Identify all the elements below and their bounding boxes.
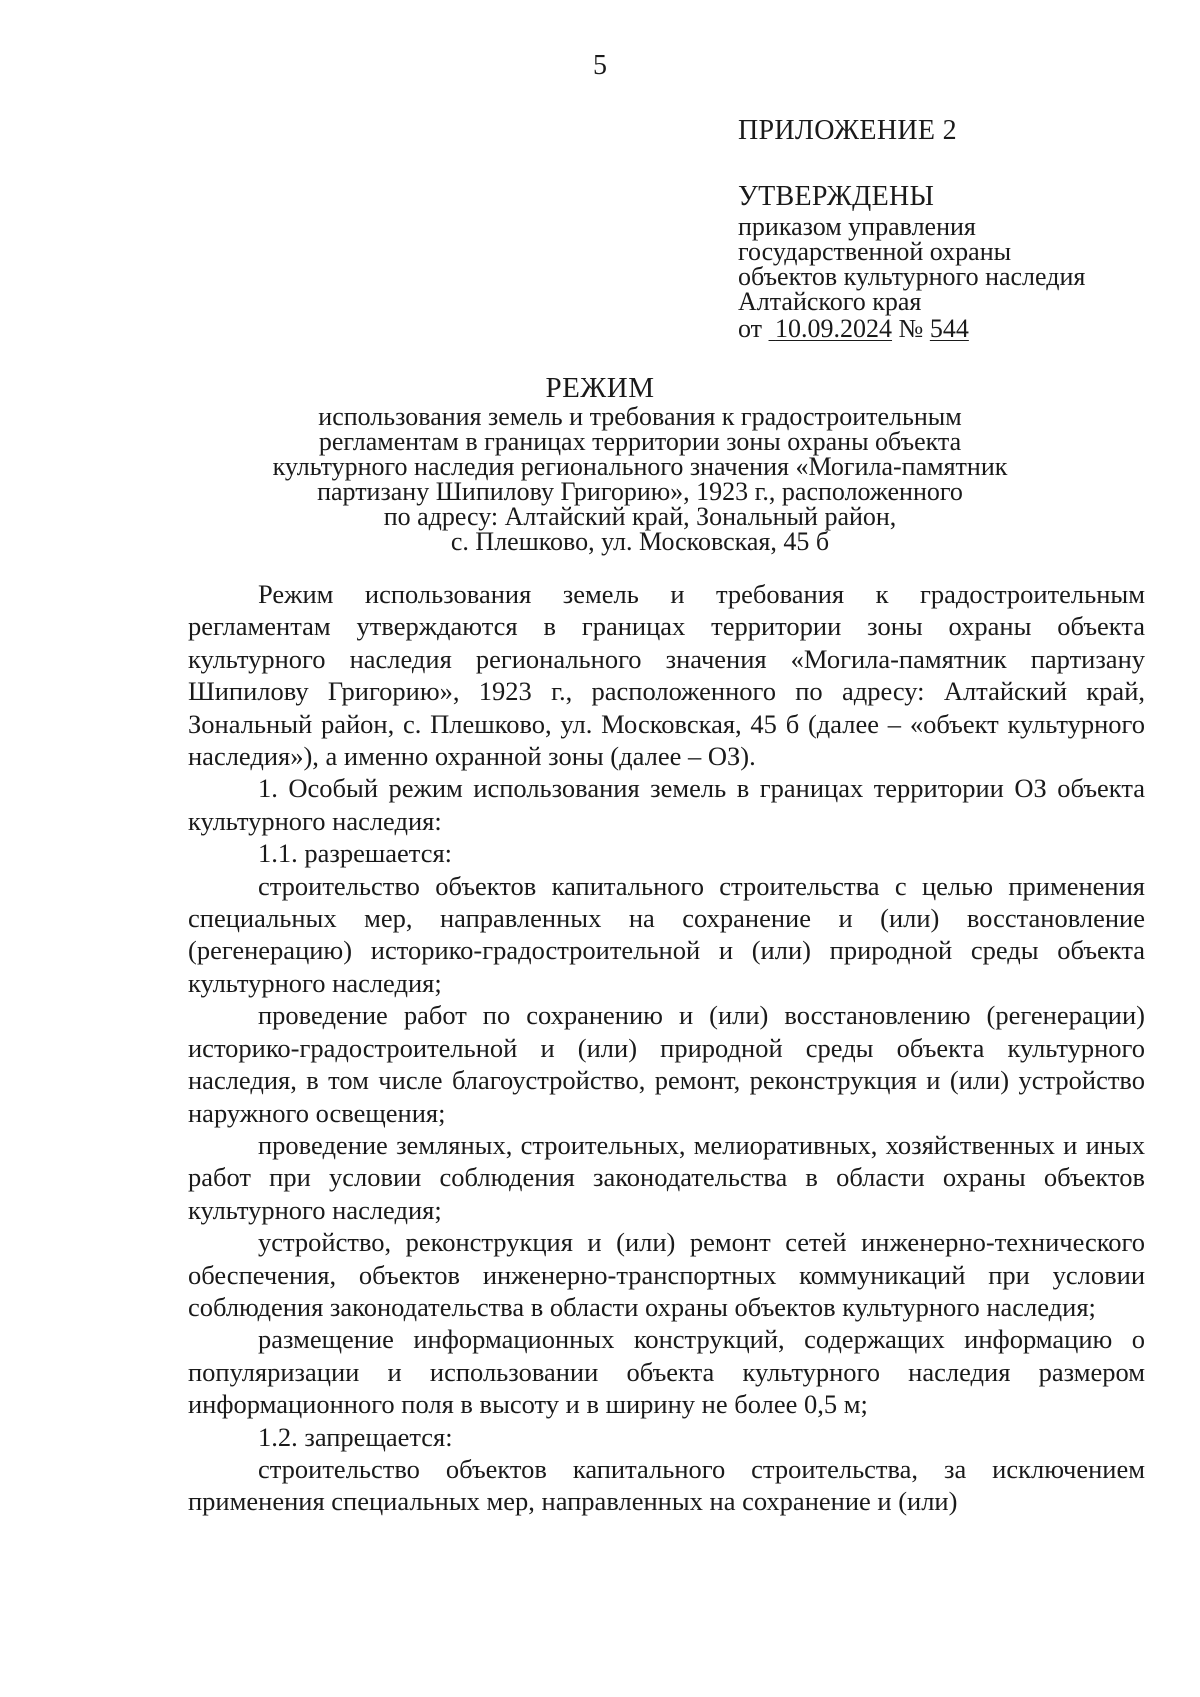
subtitle-line: регламентам в границах территории зоны охраны объекта bbox=[318, 427, 962, 456]
appendix-heading: ПРИЛОЖЕНИЕ 2 bbox=[738, 115, 957, 146]
subtitle-line: использования земель и требования к градостроительным bbox=[318, 402, 962, 431]
section-1-heading: 1. Особый режим использования земель в границах территории ОЗ объекта культурного наследия: bbox=[188, 773, 1145, 836]
subsection-1-1-heading: 1.1. разрешается: bbox=[258, 838, 453, 869]
document-body bbox=[188, 578, 1145, 1518]
intro-paragraph: Режим использования земель и требования к градостроительным регламентам утверждаются в границах территории зоны охраны объекта культурного наследия регионального значения «Могила-памятник партизану Шипилову Григорию», 1923 г., расположенного по адресу: Алтайский край, Зональный район, с. Плешково, ул. Московская, 45 б (далее – «объект культурного наследия»), а именно охранной зоны (далее – ОЗ). bbox=[188, 579, 1145, 772]
allowed-item: проведение работ по сохранению и (или) восстановлению (регенерации) историко-градостроительной и (или) природной среды объекта культурного наследия, в том числе благоустройство, ремонт, реконструкция и (или) устройство наружного освещения; bbox=[188, 1000, 1145, 1128]
allowed-item: размещение информационных конструкций, содержащих информацию о популяризации и использовании объекта культурного наследия размером информационного поля в высоту и в ширину не более 0,5 м; bbox=[188, 1324, 1145, 1420]
approval-date-line bbox=[738, 314, 1178, 344]
prohibited-item: строительство объектов капитального строительства, за исключением применения специальных мер, направленных на сохранение и (или) bbox=[188, 1453, 1145, 1517]
order-date: 10.09.2024 bbox=[775, 314, 893, 343]
subtitle-line: культурного наследия регионального значения «Могила-памятник bbox=[272, 452, 1008, 481]
page-number: 5 bbox=[593, 50, 607, 81]
subtitle-line: с. Плешково, ул. Московская, 45 б bbox=[450, 527, 830, 556]
subtitle-line: партизану Шипилову Григорию», 1923 г., расположенного bbox=[317, 477, 963, 506]
document-subtitle bbox=[190, 404, 1090, 554]
order-number: 544 bbox=[929, 314, 969, 343]
approval-line: объектов культурного наследия bbox=[738, 262, 1086, 291]
approval-title: УТВЕРЖДЕНЫ bbox=[738, 181, 935, 212]
subtitle-line: по адресу: Алтайский край, Зональный район, bbox=[383, 502, 897, 531]
approval-line: приказом управления bbox=[738, 212, 976, 241]
date-prefix: от bbox=[738, 314, 763, 343]
allowed-item: устройство, реконструкция и (или) ремонт сетей инженерно-технического обеспечения, объектов инженерно-транспортных коммуникаций при условии соблюдения законодательства в области охраны объектов культурного наследия; bbox=[188, 1227, 1145, 1322]
approval-block bbox=[738, 180, 1178, 344]
approval-line: государственной охраны bbox=[738, 237, 1012, 266]
document-title: РЕЖИМ bbox=[545, 372, 655, 404]
allowed-item: строительство объектов капитального строительства с целью применения специальных мер, направленных на сохранение и (или) восстановление (регенерацию) историко-градостроительной и (или) природной среды объекта культурного наследия; bbox=[188, 870, 1145, 998]
subsection-1-2-heading: 1.2. запрещается: bbox=[258, 1421, 453, 1452]
allowed-item: проведение земляных, строительных, мелиоративных, хозяйственных и иных работ при условии соблюдения законодательства в области охраны объектов культурного наследия; bbox=[188, 1129, 1145, 1225]
approval-line: Алтайского края bbox=[738, 287, 922, 316]
number-sign: № bbox=[898, 314, 924, 343]
